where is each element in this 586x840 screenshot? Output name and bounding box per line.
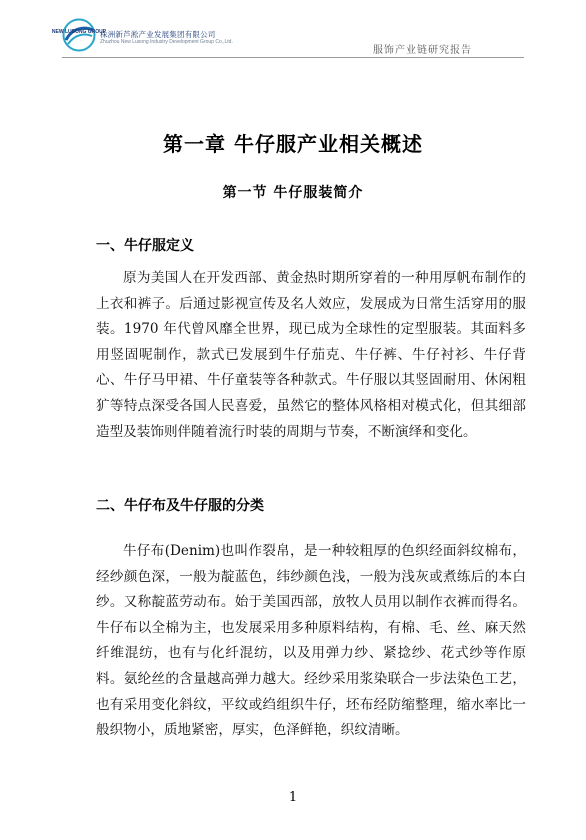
chapter-title: 第一章 牛仔服产业相关概述 <box>163 132 423 156</box>
subsection-heading-definition: 一、牛仔服定义 <box>96 238 194 254</box>
paragraph-definition: 原为美国人在开发西部、黄金热时期所穿着的一种用厚帆布制作的上衣和裤子。后通过影视宣传及名人效应，发展成为日常生活穿用的服装。1970 年代曾风靡全世界，现已成为全球性的定型服装。其面料多用竖固呢制作，款式已发展到牛仔茄克、牛仔裤、牛仔衬衫、牛仔背心、牛仔马甲裙、牛仔童装等各种款式。牛仔服以其竖固耐用、休闲粗犷等特点深受各国人民喜爱，虽然它的整体风格相对模式化，但其细部造型及装饰则伴随着流行时装的周期与节奏，不断演绎和变化。 <box>96 270 526 440</box>
paragraph-classification: 牛仔布(Denim)也叫作裂帛，是一种较粗厚的色织经面斜纹棉布，经纱颜色深，一般为靛蓝色，纬纱颜色浅，一般为浅灰或煮练后的本白纱。又称靛蓝劳动布。始于美国西部，放牧人员用以制作衣裤而得名。牛仔布以全棉为主，也发展采用多种原料结构，有棉、毛、丝、麻天然纤维混纺，也有与化纤混纺，以及用弹力纱、紧捻纱、花式纱等作原料。氨纶丝的含量越高弹力越大。经纱采用浆染联合一步法染色工艺，也有采用变化斜纹，平纹或绉组织牛仔，坯布经防缩整理，缩水率比一般织物小，质地紧密，厚实，色泽鲜艳，织纹清晰。 <box>96 543 526 739</box>
logo-company-name-cn: 株洲新芦淞产业发展集团有限公司 <box>100 30 216 39</box>
company-logo <box>51 18 252 52</box>
section-title: 第一节 牛仔服装简介 <box>222 185 364 201</box>
subsection-heading-classification: 二、牛仔布及牛仔服的分类 <box>96 498 264 514</box>
header-divider <box>62 57 524 58</box>
logo-mark-icon <box>51 18 107 52</box>
page-number: 1 <box>288 790 298 805</box>
report-title: 服饰产业链研究报告 <box>373 45 472 56</box>
logo-mark-label: NEW LUSONG GROUP <box>51 29 107 35</box>
logo-company-name-en: Zhuzhou New Lusong Industry Development Group Co.,Ltd. <box>100 39 233 45</box>
